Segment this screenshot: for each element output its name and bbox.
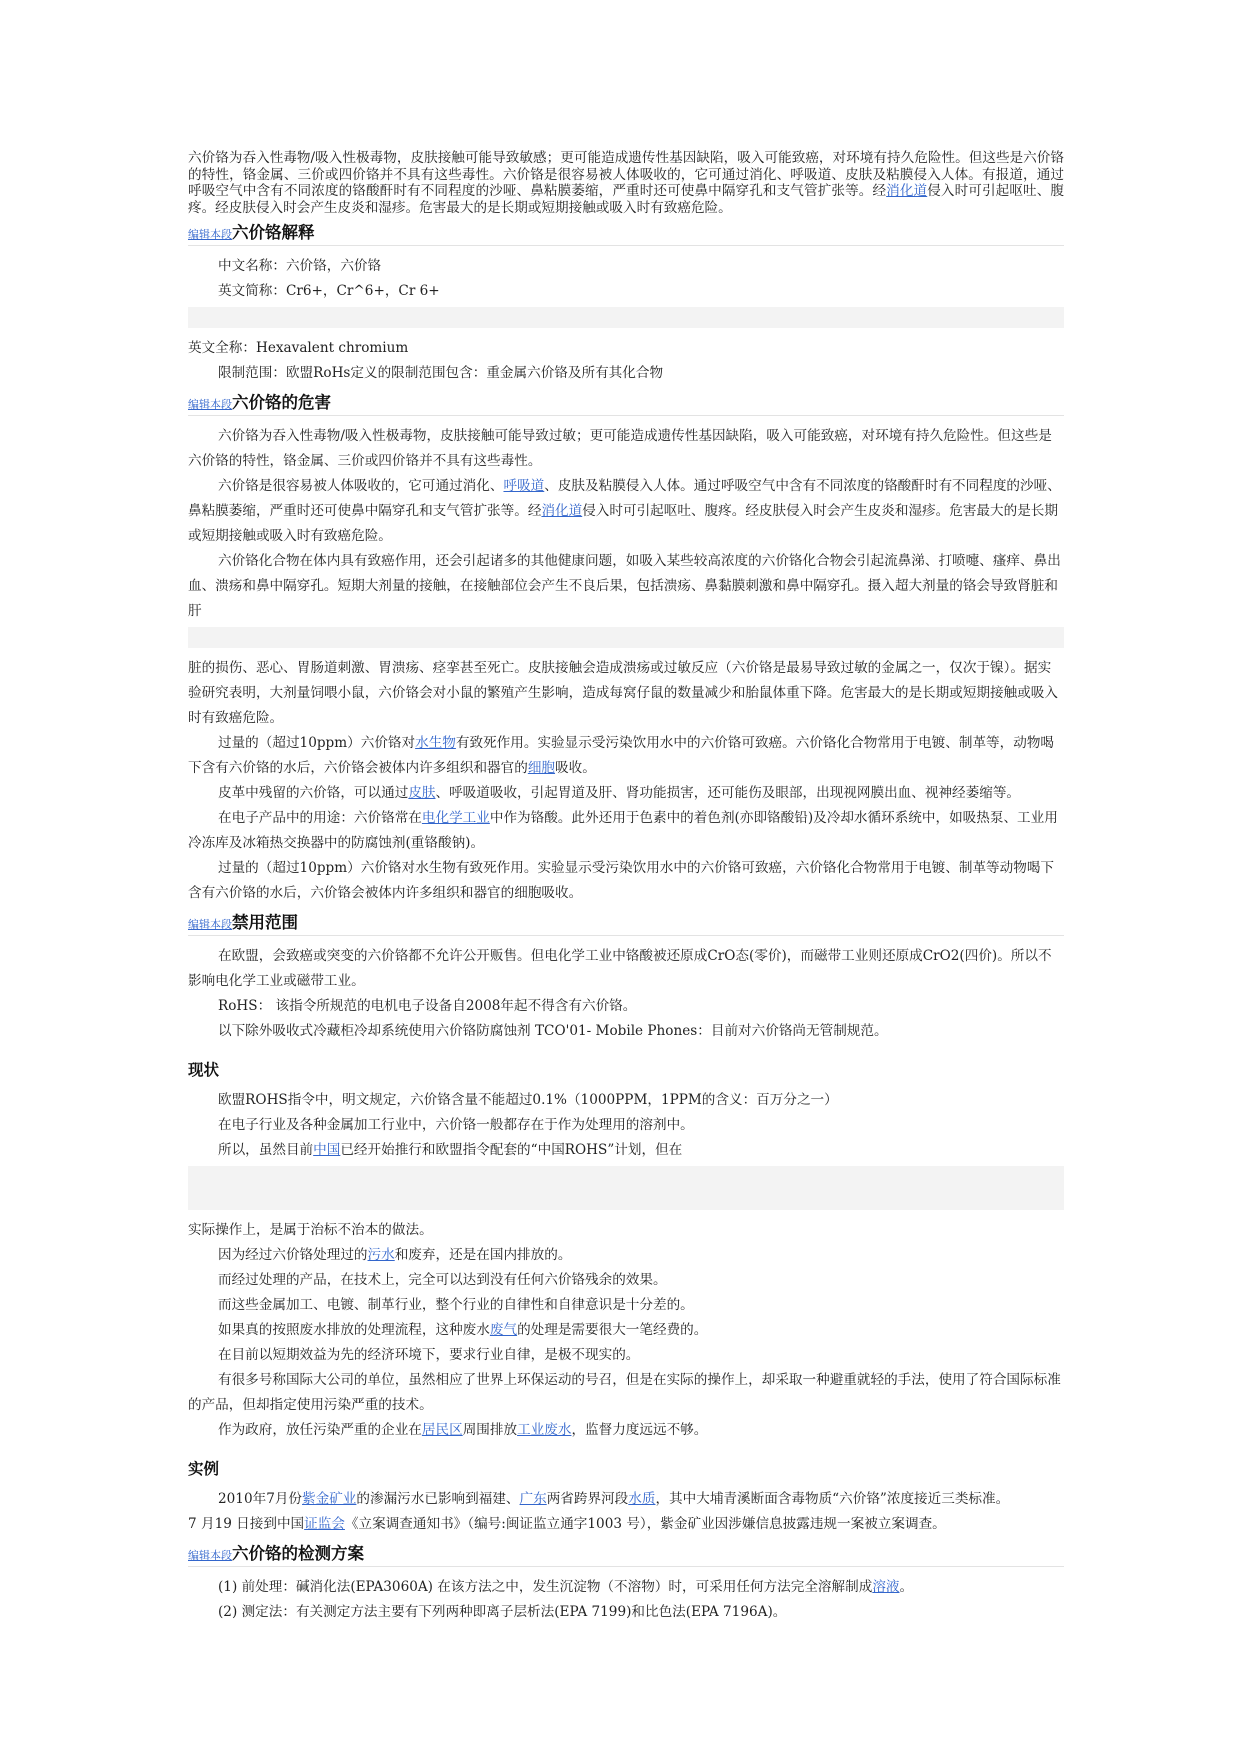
edit-section-link[interactable]: 编辑本段 [188,918,232,932]
hazard-paragraph: 六价铬化合物在体内具有致癌作用，还会引起诸多的其他健康问题，如吸入某些较高浓度的六价铬化合物会引起流鼻涕、打喷嚏、瘙痒、鼻出血、溃疡和鼻中隔穿孔。短期大剂量的接触，在接触部位会产生不良后果，包括溃疡、鼻黏膜刺激和鼻中隔穿孔。摄入超大剂量的铬会导致肾脏和肝 [188,553,1061,620]
section-heading-detection [188,1540,1064,1567]
section-title: 六价铬解释 [232,223,315,243]
link-csrc[interactable]: 证监会 [304,1516,345,1533]
link-water-quality[interactable]: 水质 [628,1491,656,1508]
status-paragraph: 而经过处理的产品，在技术上，完全可以达到没有任何六价铬残余的效果。 [218,1272,667,1289]
page-break-band [188,1166,1064,1210]
link-waste-gas[interactable]: 废气 [489,1322,518,1339]
section-title-example: 实例 [188,1460,220,1479]
link-zijin-mining[interactable]: 紫金矿业 [302,1491,357,1508]
status-paragraph: 欧盟ROHS指令中，明文规定，六价铬含量不能超过0.1%（1000PPM，1PPM的含义：百万分之一） [218,1092,838,1109]
status-paragraph: 所以，虽然目前中国已经开始推行和欧盟指令配套的“中国ROHS”计划，但在 [218,1142,683,1159]
info-chinese-name: 中文名称：六价铬，六价铬 [218,258,382,275]
section-heading-definition [188,219,1064,246]
link-guangdong[interactable]: 广东 [519,1491,547,1508]
page-break-band [188,307,1064,328]
detection-paragraph: (2) 测定法：有关测定方法主要有下列两种即离子层析法(EPA 7199)和比色法(EPA 7196A)。 [218,1604,787,1621]
page-break-band [188,627,1064,648]
status-paragraph: 在目前以短期效益为先的经济环境下，要求行业自律，是极不现实的。 [218,1347,640,1364]
hazard-paragraph: 脏的损伤、恶心、胃肠道刺激、胃溃疡、痉挛甚至死亡。皮肤接触会造成溃疡或过敏反应（六价铬是最易导致过敏的金属之一，仅次于镍）。据实验研究表明，大剂量饲喂小鼠，六价铬会对小鼠的繁殖产生影响，造成每窝仔鼠的数量减少和胎鼠体重下降。危害最大的是长期或短期接触或吸入时有致癌危险。 [188,660,1058,727]
link-skin[interactable]: 皮肤 [408,785,436,802]
info-limit-scope: 限制范围：欧盟RoHs定义的限制范围包含：重金属六价铬及所有其化合物 [218,365,664,382]
hazard-paragraph: 皮革中残留的六价铬，可以通过皮肤、呼吸道吸收，引起胃道及肝、肾功能损害，还可能伤及眼部，出现视网膜出血、视神经萎缩等。 [218,785,1021,802]
example-paragraph: 7 月19 日接到中国证监会《立案调查通知书》（编号:闽证监立通字1003 号），紫金矿业因涉嫌信息披露违规一案被立案调查。 [188,1516,946,1533]
section-title-status: 现状 [188,1061,220,1080]
detection-paragraph: (1) 前处理：碱消化法(EPA3060A) 在该方法之中，发生沉淀物（不溶物）时，可采用任何方法完全溶解制成溶液。 [218,1579,914,1596]
document-page [188,150,1064,1625]
link-residential-area[interactable]: 居民区 [421,1422,463,1439]
example-paragraph: 2010年7月份紫金矿业的渗漏污水已影响到福建、广东两省跨界河段水质，其中大埔青溪断面含毒物质“六价铬”浓度接近三类标准。 [218,1491,1010,1508]
ban-paragraph: 在欧盟，会致癌或突变的六价铬都不允许公开贩售。但电化学工业中铬酸被还原成CrO态(零价)，而磁带工业则还原成CrO2(四价)。所以不影响电化学工业或磁带工业。 [188,948,1052,990]
edit-section-link[interactable]: 编辑本段 [188,398,232,412]
hazard-paragraph: 六价铬为吞入性毒物/吸入性极毒物，皮肤接触可能导致过敏；更可能造成遗传性基因缺陷，吸入可能致癌，对环境有持久危险性。但这些是六价铬的特性，铬金属、三价或四价铬并不具有这些毒性。 [188,428,1052,470]
link-solution[interactable]: 溶液 [872,1579,900,1596]
link-electrochemical-industry[interactable]: 电化学工业 [421,810,490,827]
hazard-paragraph: 六价铬是很容易被人体吸收的，它可通过消化、呼吸道、皮肤及粘膜侵入人体。通过呼吸空气中含有不同浓度的铬酸酐时有不同程度的沙哑、鼻粘膜萎缩，严重时还可使鼻中隔穿孔和支气管扩张等。经消化道侵入时可引起呕吐、腹疼。经皮肤侵入时会产生皮炎和湿疹。危害最大的是长期或短期接触或吸入时有致癌危险。 [188,478,1061,545]
link-aquatic-organisms[interactable]: 水生物 [415,735,456,752]
section-title: 禁用范围 [232,913,298,933]
status-paragraph: 如果真的按照废水排放的处理流程，这种废水废气的处理是需要很大一笔经费的。 [218,1322,708,1339]
status-paragraph: 实际操作上，是属于治标不治本的做法。 [188,1222,433,1239]
link-respiratory-tract[interactable]: 呼吸道 [503,478,545,495]
link-china[interactable]: 中国 [313,1142,341,1159]
status-paragraph: 在电子行业及各种金属加工行业中，六价铬一般都存在于作为处理用的溶剂中。 [218,1117,694,1134]
link-digestive-tract[interactable]: 消化道 [541,503,583,520]
intro-paragraph: 六价铬为吞入性毒物/吸入性极毒物，皮肤接触可能导致敏感；更可能造成遗传性基因缺陷，吸入可能致癌，对环境有持久危险性。但这些是六价铬的特性，铬金属、三价或四价铬并不具有这些毒性。六价铬是很容易被人体吸收的，它可通过消化、呼吸道、皮肤及粘膜侵入人体。有报道，通过呼吸空气中含有不同浓度的铬酸酐时有不同程度的沙哑、鼻粘膜萎缩，严重时还可使鼻中隔穿孔和支气管扩张等。经消化道侵入时可引起呕吐、腹疼。经皮肤侵入时会产生皮炎和湿疹。危害最大的是长期或短期接触或吸入时有致癌危险。 [188,150,1065,216]
ban-paragraph: 以下除外吸收式冷藏柜冷却系统使用六价铬防腐蚀剂 TCO'01- Mobile Phones：目前对六价铬尚无管制规范。 [218,1023,888,1040]
hazard-paragraph: 在电子产品中的用途：六价铬常在电化学工业中作为铬酸。此外还用于色素中的着色剂(亦即铬酸铅)及冷却水循环系统中，如吸热泵、工业用冷冻库及冰箱热交换器中的防腐蚀剂(重铬酸钠)。 [188,810,1058,852]
status-paragraph: 作为政府，放任污染严重的企业在居民区周围排放工业废水，监督力度远远不够。 [218,1422,708,1439]
status-paragraph: 而这些金属加工、电镀、制革行业，整个行业的自律性和自律意识是十分差的。 [218,1297,694,1314]
status-paragraph: 因为经过六价铬处理过的污水和废弃，还是在国内排放的。 [218,1247,572,1264]
ban-paragraph: RoHS： 该指令所规范的电机电子设备自2008年起不得含有六价铬。 [218,998,637,1015]
hazard-paragraph: 过量的（超过10ppm）六价铬对水生物有致死作用。实验显示受污染饮用水中的六价铬可致癌，六价铬化合物常用于电镀、制革等动物喝下含有六价铬的水后，六价铬会被体内许多组织和器官的细胞吸收。 [188,860,1055,902]
link-industrial-wastewater[interactable]: 工业废水 [517,1422,572,1439]
edit-section-link[interactable]: 编辑本段 [188,228,232,242]
link-cells[interactable]: 细胞 [527,760,556,777]
hazard-paragraph: 过量的（超过10ppm）六价铬对水生物有致死作用。实验显示受污染饮用水中的六价铬可致癌。六价铬化合物常用于电镀、制革等，动物喝下含有六价铬的水后，六价铬会被体内许多组织和器官的细胞吸收。 [188,735,1055,777]
edit-section-link[interactable]: 编辑本段 [188,1549,232,1563]
link-sewage[interactable]: 污水 [367,1247,395,1264]
status-paragraph: 有很多号称国际大公司的单位，虽然相应了世界上环保运动的号召，但是在实际的操作上，却采取一种避重就轻的手法，使用了符合国际标准的产品，但却指定使用污染严重的技术。 [188,1372,1061,1414]
section-title: 六价铬的检测方案 [232,1544,364,1564]
link-digestive-tract[interactable]: 消化道 [886,183,928,200]
section-heading-ban-scope [188,909,1064,936]
info-english-full: 英文全称：Hexavalent chromium [188,340,409,357]
section-heading-hazards [188,389,1064,416]
info-english-abbr: 英文简称：Cr6+，Cr^6+，Cr 6+ [218,283,440,300]
section-title: 六价铬的危害 [232,393,331,413]
